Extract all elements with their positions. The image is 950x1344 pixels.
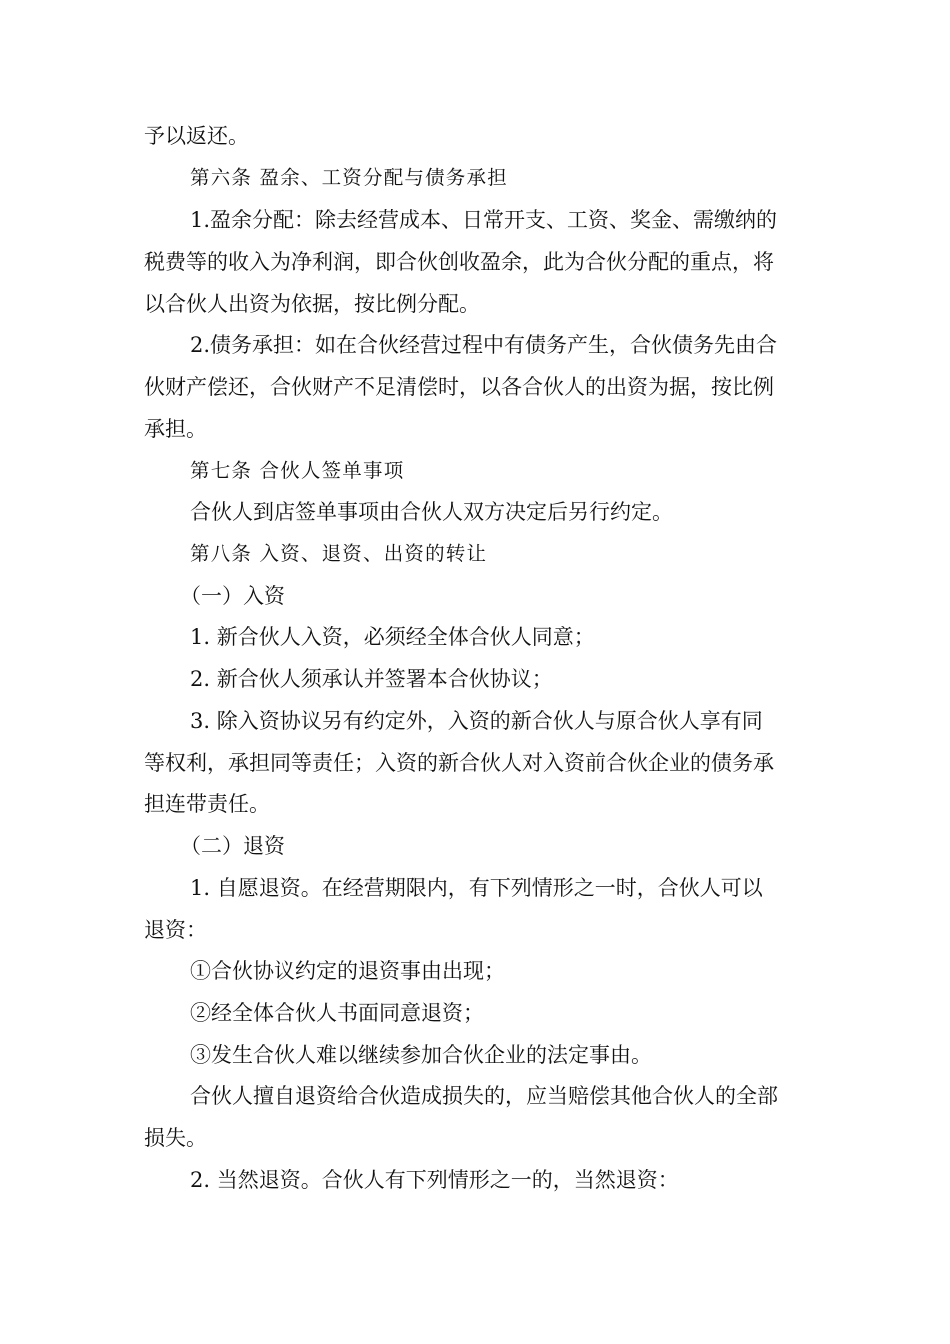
article-heading: 第七条 合伙人签单事项	[190, 459, 405, 482]
section-subheading: （一）入资	[180, 584, 285, 608]
text-line: 退资：	[144, 918, 207, 942]
text-line: 1.盈余分配：除去经营成本、日常开支、工资、奖金、需缴纳的	[190, 208, 778, 232]
section-subheading: （二）退资	[180, 834, 285, 858]
list-item: ③发生合伙人难以继续参加合伙企业的法定事由。	[190, 1043, 652, 1067]
text-line: 担连带责任。	[144, 792, 270, 816]
list-item: 3. 除入资协议另有约定外，入资的新合伙人与原合伙人享有同	[190, 709, 763, 733]
list-item: 1. 自愿退资。在经营期限内，有下列情形之一时，合伙人可以	[190, 876, 763, 900]
text-line: 2.债务承担：如在合伙经营过程中有债务产生，合伙债务先由合	[190, 333, 778, 357]
text-line: 损失。	[144, 1126, 207, 1150]
article-heading: 第六条 盈余、工资分配与债务承担	[190, 166, 508, 189]
text-line: 予以返还。	[144, 124, 249, 148]
list-item: 1. 新合伙人入资，必须经全体合伙人同意；	[190, 625, 595, 649]
list-item: 2. 当然退资。合伙人有下列情形之一的，当然退资：	[190, 1168, 679, 1192]
text-line: 合伙人擅自退资给合伙造成损失的，应当赔偿其他合伙人的全部	[190, 1084, 778, 1108]
list-item: ②经全体合伙人书面同意退资；	[190, 1001, 484, 1025]
text-line: 等权利，承担同等责任；入资的新合伙人对入资前合伙企业的债务承	[144, 751, 774, 775]
text-line: 税费等的收入为净利润，即合伙创收盈余，此为合伙分配的重点，将	[144, 250, 774, 274]
text-line: 以合伙人出资为依据，按比例分配。	[144, 292, 480, 316]
text-line: 承担。	[144, 417, 207, 441]
article-heading: 第八条 入资、退资、出资的转让	[190, 542, 488, 565]
text-line: 合伙人到店签单事项由合伙人双方决定后另行约定。	[190, 500, 673, 524]
list-item: 2. 新合伙人须承认并签署本合伙协议；	[190, 667, 553, 691]
list-item: ①合伙协议约定的退资事由出现；	[190, 959, 505, 983]
text-line: 伙财产偿还，合伙财产不足清偿时，以各合伙人的出资为据，按比例	[144, 375, 774, 399]
